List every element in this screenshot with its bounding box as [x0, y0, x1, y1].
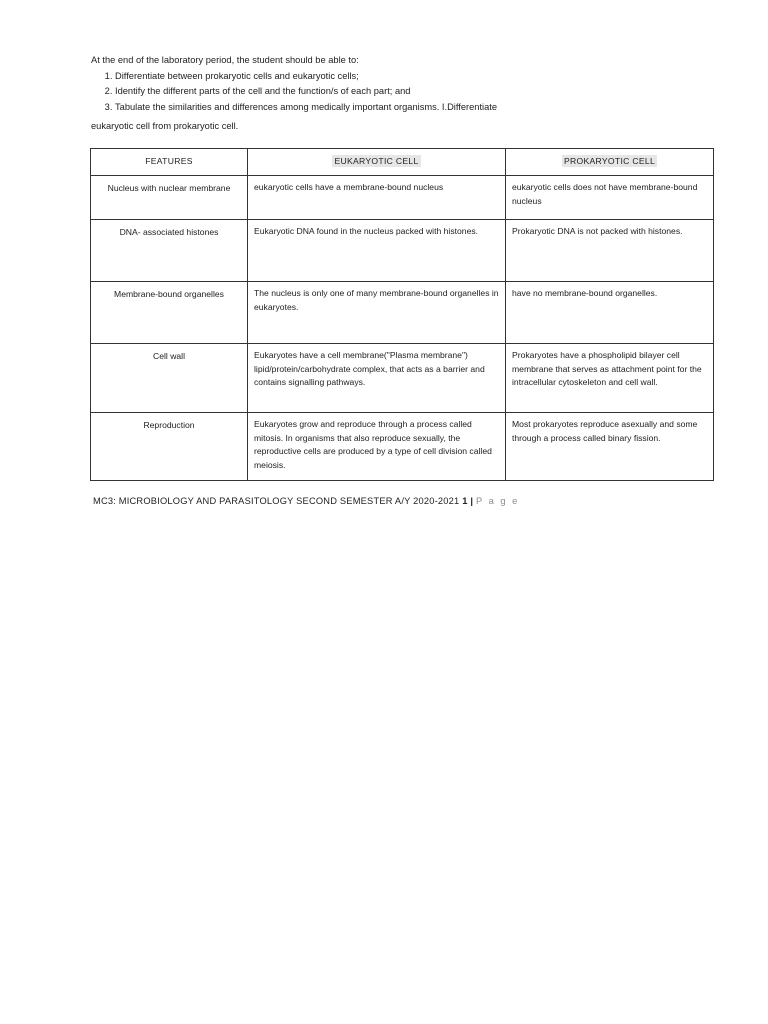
eukaryotic-cell: Eukaryotes have a cell membrane("Plasma membrane") lipid/protein/carbohydrate complex, that acts as a barrier and contains signalling pathways.	[248, 344, 506, 413]
table-header-row	[91, 149, 714, 176]
table-row	[91, 220, 714, 282]
prokaryotic-cell: Prokaryotes have a phospholipid bilayer cell membrane that serves as attachment point for the intracellular cytoskeleton and cell wall.	[506, 344, 714, 413]
footer-course-text: MC3: MICROBIOLOGY AND PARASITOLOGY SECOND SEMESTER A/Y 2020-2021	[93, 496, 460, 506]
eukaryotic-cell: eukaryotic cells have a membrane-bound nucleus	[248, 176, 506, 220]
prokaryotic-cell: have no membrane-bound organelles.	[506, 282, 714, 344]
prokaryotic-cell: Prokaryotic DNA is not packed with histones.	[506, 220, 714, 282]
objective-item: 3. Tabulate the similarities and differences among medically important organisms. I.Differentiate	[115, 100, 497, 116]
feature-cell: Cell wall	[91, 344, 248, 413]
table-row	[91, 176, 714, 220]
header-prokaryotic: PROKARYOTIC CELL	[506, 149, 714, 176]
prokaryotic-cell: eukaryotic cells does not have membrane-bound nucleus	[506, 176, 714, 220]
feature-cell: DNA- associated histones	[91, 220, 248, 282]
objective-item: 1. Differentiate between prokaryotic cells and eukaryotic cells;	[115, 69, 497, 85]
intro-section	[91, 53, 497, 115]
table-row	[91, 413, 714, 481]
page-label: P a g e	[475, 496, 520, 506]
objectives-list	[91, 69, 497, 116]
comparison-table	[90, 148, 714, 481]
header-features: FEATURES	[91, 149, 248, 176]
feature-cell: Membrane-bound organelles	[91, 282, 248, 344]
eukaryotic-cell: Eukaryotic DNA found in the nucleus packed with histones.	[248, 220, 506, 282]
prokaryotic-cell: Most prokaryotes reproduce asexually and some through a process called binary fission.	[506, 413, 714, 481]
feature-cell: Reproduction	[91, 413, 248, 481]
page-footer	[93, 496, 519, 506]
table-row	[91, 282, 714, 344]
table-row	[91, 344, 714, 413]
objective-item: 2. Identify the different parts of the cell and the function/s of each part; and	[115, 84, 497, 100]
feature-cell: Nucleus with nuclear membrane	[91, 176, 248, 220]
objective-continuation: eukaryotic cell from prokaryotic cell.	[91, 121, 239, 131]
eukaryotic-cell: Eukaryotes grow and reproduce through a process called mitosis. In organisms that also reproduce sexually, the reproductive cells are produced by a type of cell division called meiosis.	[248, 413, 506, 481]
eukaryotic-cell: The nucleus is only one of many membrane-bound organelles in eukaryotes.	[248, 282, 506, 344]
intro-lead: At the end of the laboratory period, the student should be able to:	[91, 55, 359, 65]
header-eukaryotic: EUKARYOTIC CELL	[248, 149, 506, 176]
page-number: 1	[462, 496, 468, 506]
footer-separator: |	[470, 496, 474, 506]
